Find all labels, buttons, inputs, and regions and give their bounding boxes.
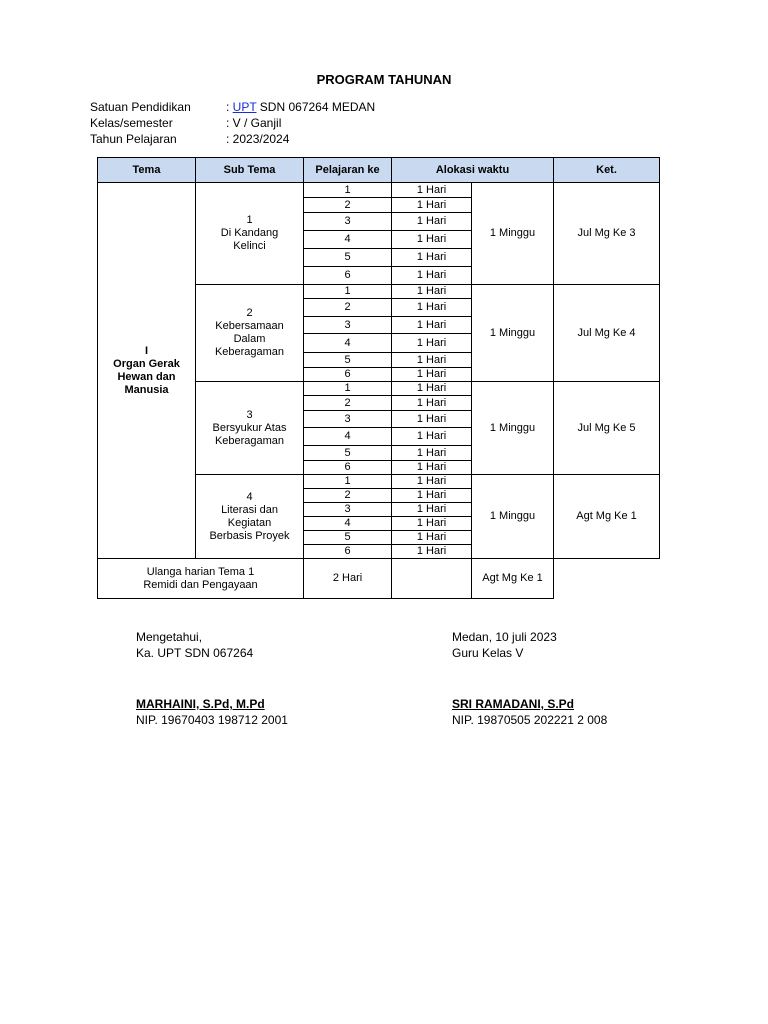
lesson-number: 3 — [304, 503, 392, 517]
meta-colon: : — [226, 116, 233, 130]
lesson-duration: 1 Hari — [392, 475, 472, 489]
lesson-number: 6 — [304, 545, 392, 559]
header-ket: Ket. — [554, 158, 660, 183]
lesson-duration: 1 Hari — [392, 368, 472, 382]
header-tema: Tema — [98, 158, 196, 183]
meta-label: Tahun Pelajaran — [90, 132, 177, 146]
sub-tema-line: Bersyukur Atas — [212, 421, 287, 434]
lesson-number: 4 — [304, 334, 392, 353]
ket-cell: Agt Mg Ke 1 — [554, 475, 660, 559]
lesson-number: 1 — [304, 382, 392, 396]
lesson-duration: 1 Hari — [392, 411, 472, 428]
meta-value-text: SDN 067264 MEDAN — [256, 100, 376, 114]
ulangan-cell — [98, 559, 304, 599]
signature-right-line2: Guru Kelas V — [452, 646, 524, 660]
signature-left-line2: Ka. UPT SDN 067264 — [136, 646, 254, 660]
meta-value — [226, 115, 281, 131]
lesson-duration: 1 Hari — [392, 446, 472, 461]
lesson-number: 2 — [304, 396, 392, 411]
meta-value-text: 2023/2024 — [232, 132, 290, 146]
meta-value — [226, 131, 289, 147]
lesson-number: 2 — [304, 489, 392, 503]
tema-line: Organ Gerak — [113, 357, 180, 370]
lesson-number: 2 — [304, 198, 392, 213]
ulangan-ket: Agt Mg Ke 1 — [472, 559, 554, 599]
signature-left-line1: Mengetahui, — [136, 630, 203, 644]
lesson-number: 1 — [304, 183, 392, 198]
meta-value-text: V / Ganjil — [232, 116, 282, 130]
lesson-duration: 1 Hari — [392, 396, 472, 411]
sub-tema-line: Kebersamaan — [215, 320, 284, 332]
ulangan-line: Remidi dan Pengayaan — [143, 578, 258, 591]
lesson-duration: 1 Hari — [392, 531, 472, 545]
lesson-duration: 1 Hari — [392, 517, 472, 531]
sub-tema-cell — [196, 183, 304, 285]
lesson-number: 3 — [304, 213, 392, 231]
ulangan-allocation — [392, 559, 472, 599]
signature-right-name: SRI RAMADANI, S.Pd — [452, 697, 575, 711]
ulangan-duration: 2 Hari — [304, 559, 392, 599]
lesson-duration: 1 Hari — [392, 231, 472, 249]
sub-tema-line: Di Kandang — [220, 227, 279, 239]
sub-tema-line: Keberagaman — [214, 346, 285, 358]
program-table — [97, 157, 660, 599]
lesson-duration: 1 Hari — [392, 461, 472, 475]
sub-tema-cell — [196, 382, 304, 475]
tema-line: Hewan dan — [117, 370, 176, 383]
lesson-number: 3 — [304, 317, 392, 334]
ket-cell: Jul Mg Ke 4 — [554, 285, 660, 382]
signature-left — [136, 629, 288, 728]
lesson-number: 5 — [304, 446, 392, 461]
lesson-duration: 1 Hari — [392, 353, 472, 368]
lesson-number: 5 — [304, 531, 392, 545]
table-row — [98, 183, 660, 198]
meta-label: Kelas/semester — [90, 116, 173, 130]
lesson-number: 1 — [304, 285, 392, 299]
table-body — [98, 183, 660, 599]
lesson-number: 4 — [304, 517, 392, 531]
lesson-number: 5 — [304, 249, 392, 267]
sub-tema-line: Literasi dan — [221, 503, 278, 516]
allocation-cell: 1 Minggu — [472, 475, 554, 559]
header-pelajaran-ke: Pelajaran ke — [304, 158, 392, 183]
lesson-duration: 1 Hari — [392, 267, 472, 285]
ulangan-line: Ulanga harian Tema 1 — [146, 565, 255, 578]
signature-left-name: MARHAINI, S.Pd, M.Pd — [136, 697, 265, 711]
document-title: PROGRAM TAHUNAN — [316, 72, 452, 87]
lesson-duration: 1 Hari — [392, 317, 472, 334]
lesson-duration: 1 Hari — [392, 382, 472, 396]
lesson-duration: 1 Hari — [392, 545, 472, 559]
sub-tema-line: Keberagaman — [214, 434, 285, 447]
lesson-number: 6 — [304, 461, 392, 475]
tema-line: Manusia — [124, 383, 169, 396]
lesson-duration: 1 Hari — [392, 249, 472, 267]
table-header-row — [98, 158, 660, 183]
header-sub-tema: Sub Tema — [196, 158, 304, 183]
sub-tema-line: 1 — [246, 214, 253, 226]
lesson-number: 6 — [304, 368, 392, 382]
header-alokasi-waktu: Alokasi waktu — [392, 158, 554, 183]
lesson-duration: 1 Hari — [392, 489, 472, 503]
lesson-number: 4 — [304, 428, 392, 446]
signature-right-nip: NIP. 19870505 202221 2 008 — [452, 713, 608, 727]
lesson-duration: 1 Hari — [392, 503, 472, 517]
ket-cell: Jul Mg Ke 5 — [554, 382, 660, 475]
lesson-duration: 1 Hari — [392, 213, 472, 231]
lesson-duration: 1 Hari — [392, 198, 472, 213]
meta-colon: : — [226, 132, 233, 146]
sub-tema-line: Kegiatan — [227, 516, 272, 529]
lesson-duration: 1 Hari — [392, 334, 472, 353]
sub-tema-line: Berbasis Proyek — [209, 529, 290, 542]
signature-right-line1: Medan, 10 juli 2023 — [452, 630, 557, 644]
sub-tema-cell — [196, 285, 304, 382]
allocation-cell: 1 Minggu — [472, 382, 554, 475]
tema-line: I — [144, 344, 149, 357]
sub-tema-cell — [196, 475, 304, 559]
sub-tema-line: Dalam — [233, 333, 266, 345]
lesson-number: 4 — [304, 231, 392, 249]
lesson-number: 6 — [304, 267, 392, 285]
lesson-duration: 1 Hari — [392, 299, 472, 317]
ket-cell: Jul Mg Ke 3 — [554, 183, 660, 285]
sub-tema-line: Kelinci — [233, 240, 266, 252]
lesson-duration: 1 Hari — [392, 428, 472, 446]
sub-tema-line: 2 — [246, 307, 253, 319]
signature-left-nip: NIP. 19670403 198712 2001 — [136, 713, 288, 727]
lesson-number: 1 — [304, 475, 392, 489]
sub-tema-line: 3 — [246, 408, 253, 421]
lesson-number: 5 — [304, 353, 392, 368]
tema-cell — [98, 183, 196, 559]
upt-link[interactable]: UPT — [232, 100, 257, 114]
table-row-ulangan — [98, 559, 660, 599]
signature-right — [452, 629, 607, 728]
allocation-cell: 1 Minggu — [472, 285, 554, 382]
lesson-duration: 1 Hari — [392, 183, 472, 198]
sub-tema-line: 4 — [246, 490, 253, 503]
meta-label: Satuan Pendidikan — [90, 100, 191, 114]
meta-colon: : — [226, 100, 233, 114]
lesson-number: 2 — [304, 299, 392, 317]
allocation-cell: 1 Minggu — [472, 183, 554, 285]
meta-value — [226, 99, 375, 115]
lesson-duration: 1 Hari — [392, 285, 472, 299]
lesson-number: 3 — [304, 411, 392, 428]
